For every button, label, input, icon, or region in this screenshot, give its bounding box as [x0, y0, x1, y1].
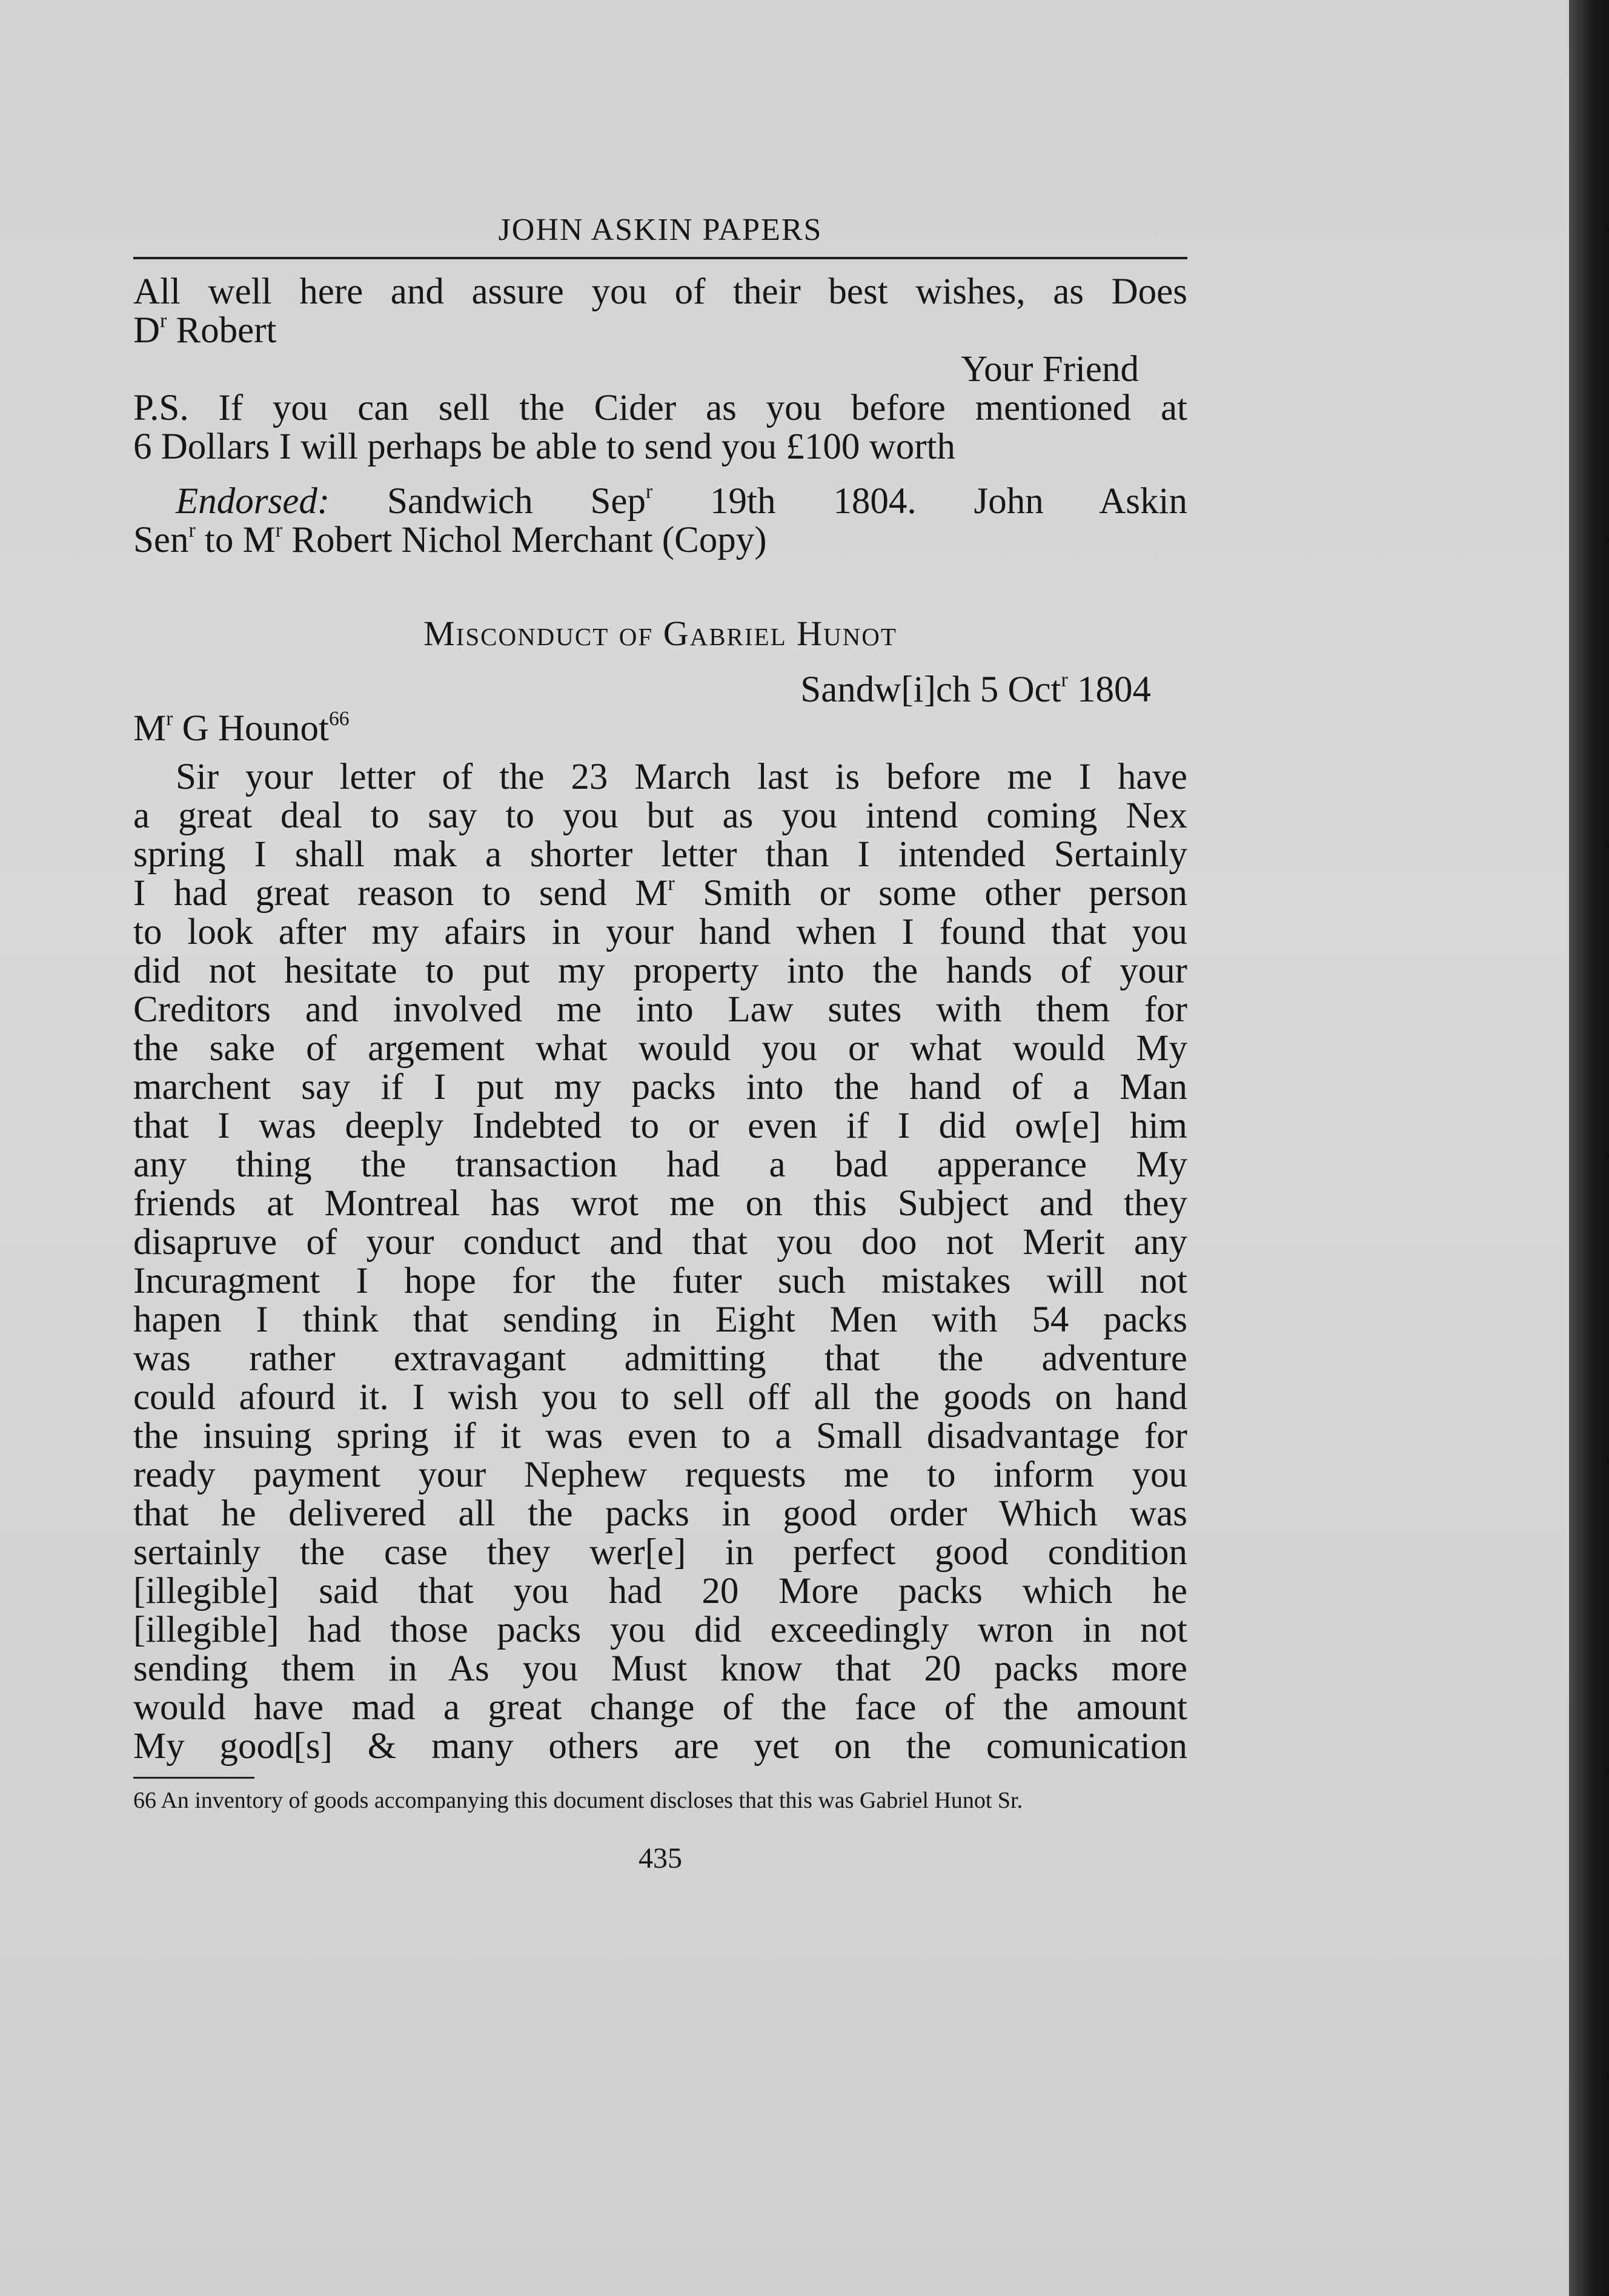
body-line: hapen I think that sending in Eight Men with 54 packs — [133, 1299, 1187, 1340]
body-line: did not hesitate to put my property into the hands of your — [133, 951, 1187, 991]
endorsement-label: Endorsed: — [176, 481, 330, 522]
footnote-number: 66 — [133, 1788, 156, 1813]
ps-line: 6 Dollars I will perhaps be able to send you £100 worth — [133, 426, 955, 467]
section-title: Misconduct of Gabriel Hunot — [423, 614, 897, 653]
body-line: the insuing spring if it was even to a Small disadvantage for — [133, 1416, 1187, 1456]
body-line: $D^r$ Robert — [133, 309, 277, 351]
body-line: could afourd it. I wish you to sell off all the goods on hand — [133, 1377, 1187, 1418]
endorsement-line: Endorsed: Sandwich Sep$^r$ 19th 1804. John Askin — [176, 480, 1187, 522]
ps-line: P.S. If you can sell the Cider as you before mentioned at — [133, 388, 1187, 428]
body-line: My good[s] & many others are yet on the comunication — [133, 1726, 1187, 1767]
page-edge-shadow — [1569, 0, 1609, 2296]
addressee: $M^r$ G Hounot$^{66}$ — [133, 707, 350, 749]
running-head: JOHN ASKIN PAPERS — [498, 213, 823, 247]
footnote-rule — [133, 1777, 254, 1779]
closing: Your Friend — [961, 349, 1139, 390]
body-line: [illegible] said that you had 20 More packs which he — [133, 1571, 1187, 1611]
body-line: I had great reason to send $M^r$ Smith or some other person — [133, 872, 1187, 914]
body-line: spring I shall mak a shorter letter than I intended Sertainly — [133, 834, 1187, 875]
body-line: that he delivered all the packs in good order Which was — [133, 1493, 1187, 1534]
body-line: disapruve of your conduct and that you doo not Merit any — [133, 1222, 1187, 1262]
body-line: Sir your letter of the 23 March last is before me I have — [176, 757, 1187, 797]
text-column — [133, 206, 1187, 1875]
body-line: sending them in As you Must know that 20 packs more — [133, 1648, 1187, 1689]
body-line: would have mad a great change of the face of the amount — [133, 1687, 1187, 1728]
body-line: Creditors and involved me into Law sutes with them for — [133, 989, 1187, 1030]
body-line: any thing the transaction had a bad apperance My — [133, 1144, 1187, 1185]
body-line: was rather extravagant admitting that the adventure — [133, 1338, 1187, 1379]
footnote-text: An inventory of goods accompanying this document discloses that this was Gabriel Hunot Sr. — [161, 1788, 1023, 1813]
body-line: All well here and assure you of their best wishes, as Does — [133, 271, 1187, 312]
body-line: marchent say if I put my packs into the hand of a Man — [133, 1067, 1187, 1107]
body-line: friends at Montreal has wrot me on this Subject and they — [133, 1183, 1187, 1224]
body-line: Incuragment I hope for the futer such mistakes will not — [133, 1261, 1187, 1301]
footnote-ref: 66 — [328, 707, 350, 730]
body-line: sertainly the case they wer[e] in perfect good condition — [133, 1532, 1187, 1573]
body-line: the sake of argement what would you or what would My — [133, 1028, 1187, 1069]
endorsement-line: Sen$^r$ to $M^r$ Robert Nichol Merchant (Copy) — [133, 519, 767, 560]
body-line: a great deal to say to you but as you intend coming Nex — [133, 795, 1187, 836]
page-number: 435 — [639, 1842, 682, 1874]
body-line: to look after my afairs in your hand when I found that you — [133, 912, 1187, 952]
footnote — [133, 1788, 1187, 1813]
body-line: that I was deeply Indebted to or even if I did ow[e] him — [133, 1106, 1187, 1146]
body-line: ready payment your Nephew requests me to inform you — [133, 1455, 1187, 1495]
dateline: Sandw[i]ch 5 Oct$^r$ 1804 — [800, 668, 1151, 710]
body-line: [illegible] had those packs you did exceedingly wron in not — [133, 1610, 1187, 1650]
